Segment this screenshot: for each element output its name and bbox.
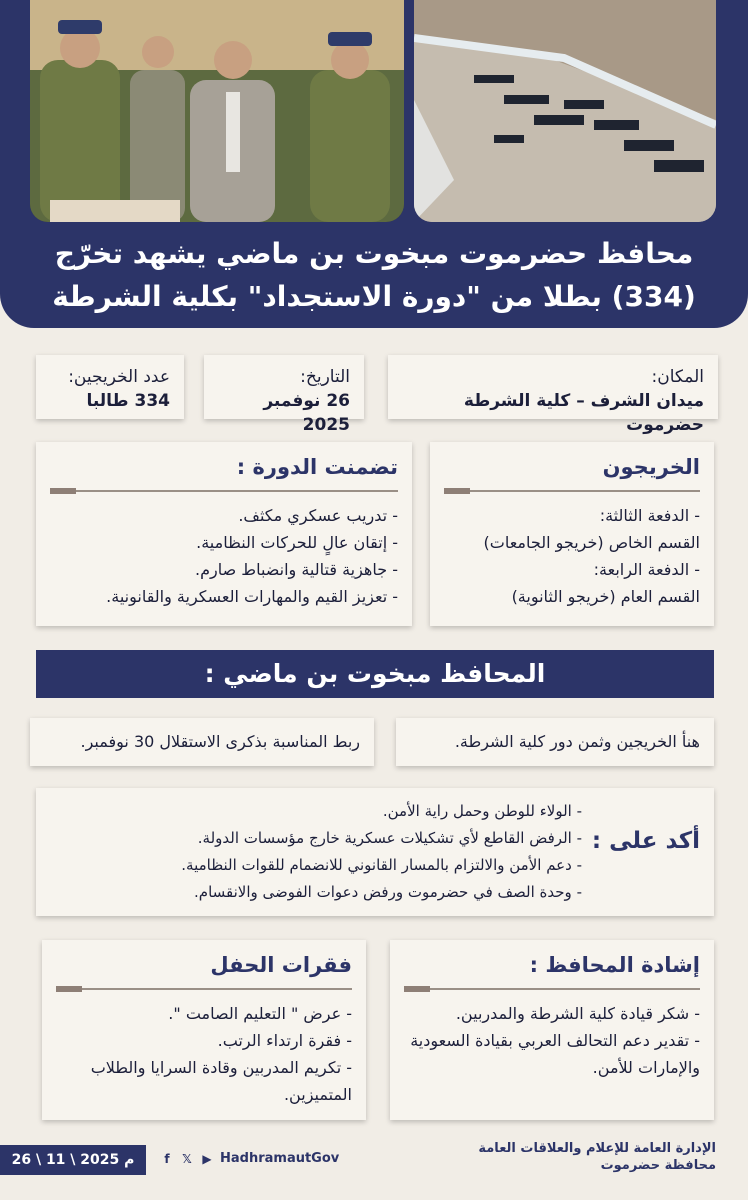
graduates-title: الخريجون <box>602 455 700 479</box>
youtube-icon[interactable]: ▶ <box>202 1151 212 1166</box>
parade-photo-illustration <box>414 0 716 222</box>
count-label: عدد الخريجين: <box>68 367 170 387</box>
praise-list <box>404 1000 700 1081</box>
statement-congratulation-text: هنأ الخريجين وثمن دور كلية الشرطة. <box>454 732 700 751</box>
organization-line-2: محافظة حضرموت <box>600 1158 716 1173</box>
social-links <box>160 1151 339 1166</box>
officials-photo-illustration <box>30 0 404 222</box>
footer-date-badge: 26 \ 11 \ 2025 م <box>0 1145 146 1175</box>
organization-line-1: الإدارة العامة للإعلام والعلاقات العامة <box>478 1141 716 1156</box>
praise-card <box>390 940 714 1120</box>
headline-line-1: محافظ حضرموت مبخوت بن ماضي يشهد تخرّج <box>54 237 694 270</box>
emphasized-card <box>36 788 714 916</box>
ceremony-item: - فقرة ارتداء الرتب. <box>56 1027 352 1054</box>
place-value: ميدان الشرف – كلية الشرطة حضرموت <box>463 391 704 435</box>
course-list <box>50 502 398 610</box>
headline-line-2: (334) بطلا من "دورة الاستجداد" بكلية الشرطة <box>52 280 696 313</box>
praise-item: - تقدير دعم التحالف العربي بقيادة السعودية والإمارات للأمن. <box>404 1027 700 1081</box>
count-value: 334 طالبا <box>86 391 170 411</box>
place-card <box>388 355 718 435</box>
course-item: - جاهزية قتالية وانضباط صارم. <box>50 556 398 583</box>
statement-independence <box>30 718 374 766</box>
date-label: التاريخ: <box>300 367 350 387</box>
headline <box>20 232 728 318</box>
x-icon[interactable]: 𝕏 <box>182 1151 192 1166</box>
course-item: - تعزيز القيم والمهارات العسكرية والقانونية. <box>50 583 398 610</box>
statement-independence-text: ربط المناسبة بذكرى الاستقلال 30 نوفمبر. <box>80 732 360 751</box>
footer <box>0 1140 748 1200</box>
graduates-divider <box>444 490 700 492</box>
course-card <box>36 442 412 626</box>
statement-congratulation <box>396 718 714 766</box>
emphasized-item: - الولاء للوطن وحمل راية الأمن. <box>50 798 582 825</box>
praise-divider <box>404 988 700 990</box>
organization-name <box>478 1140 716 1174</box>
emphasized-item: - وحدة الصف في حضرموت ورفض دعوات الفوضى والانقسام. <box>50 879 582 906</box>
place-label: المكان: <box>651 367 704 387</box>
graduates-line-3: - الدفعة الرابعة: <box>593 560 700 579</box>
course-item: - إتقان عالٍ للحركات النظامية. <box>50 529 398 556</box>
ceremony-list <box>56 1000 352 1108</box>
ceremony-divider <box>56 988 352 990</box>
governor-banner: المحافظ مبخوت بن ماضي : <box>36 650 714 698</box>
emphasized-list <box>50 798 582 906</box>
graduates-line-1: - الدفعة الثالثة: <box>599 506 700 525</box>
date-card <box>204 355 364 435</box>
facebook-icon[interactable]: f <box>164 1151 170 1166</box>
emphasized-item: - الرفض القاطع لأي تشكيلات عسكرية خارج مؤسسات الدولة. <box>50 825 582 852</box>
praise-title: إشادة المحافظ : <box>529 953 700 977</box>
count-card <box>36 355 184 419</box>
course-item: - تدريب عسكري مكثف. <box>50 502 398 529</box>
ceremony-card <box>42 940 366 1120</box>
emphasized-item: - دعم الأمن والالتزام بالمسار القانوني للانضمام للقوات النظامية. <box>50 852 582 879</box>
date-value: 26 نوفمبر 2025 <box>263 391 350 435</box>
header-panel <box>0 0 748 328</box>
graduates-card <box>430 442 714 626</box>
officials-saluting-photo <box>30 0 404 222</box>
course-title: تضمنت الدورة : <box>236 455 398 479</box>
ceremony-item: - عرض " التعليم الصامت ". <box>56 1000 352 1027</box>
parade-ground-photo <box>414 0 716 222</box>
praise-item: - شكر قيادة كلية الشرطة والمدربين. <box>404 1000 700 1027</box>
graduates-line-4: القسم العام (خريجو الثانوية) <box>511 587 700 606</box>
course-divider <box>50 490 398 492</box>
ceremony-item: - تكريم المدربين وقادة السرايا والطلاب المتميزين. <box>56 1054 352 1108</box>
ceremony-title: فقرات الحفل <box>210 953 352 977</box>
graduates-line-2: القسم الخاص (خريجو الجامعات) <box>483 533 700 552</box>
emphasized-title: أكد على : <box>591 828 700 854</box>
social-handle[interactable]: HadhramautGov <box>220 1151 340 1166</box>
